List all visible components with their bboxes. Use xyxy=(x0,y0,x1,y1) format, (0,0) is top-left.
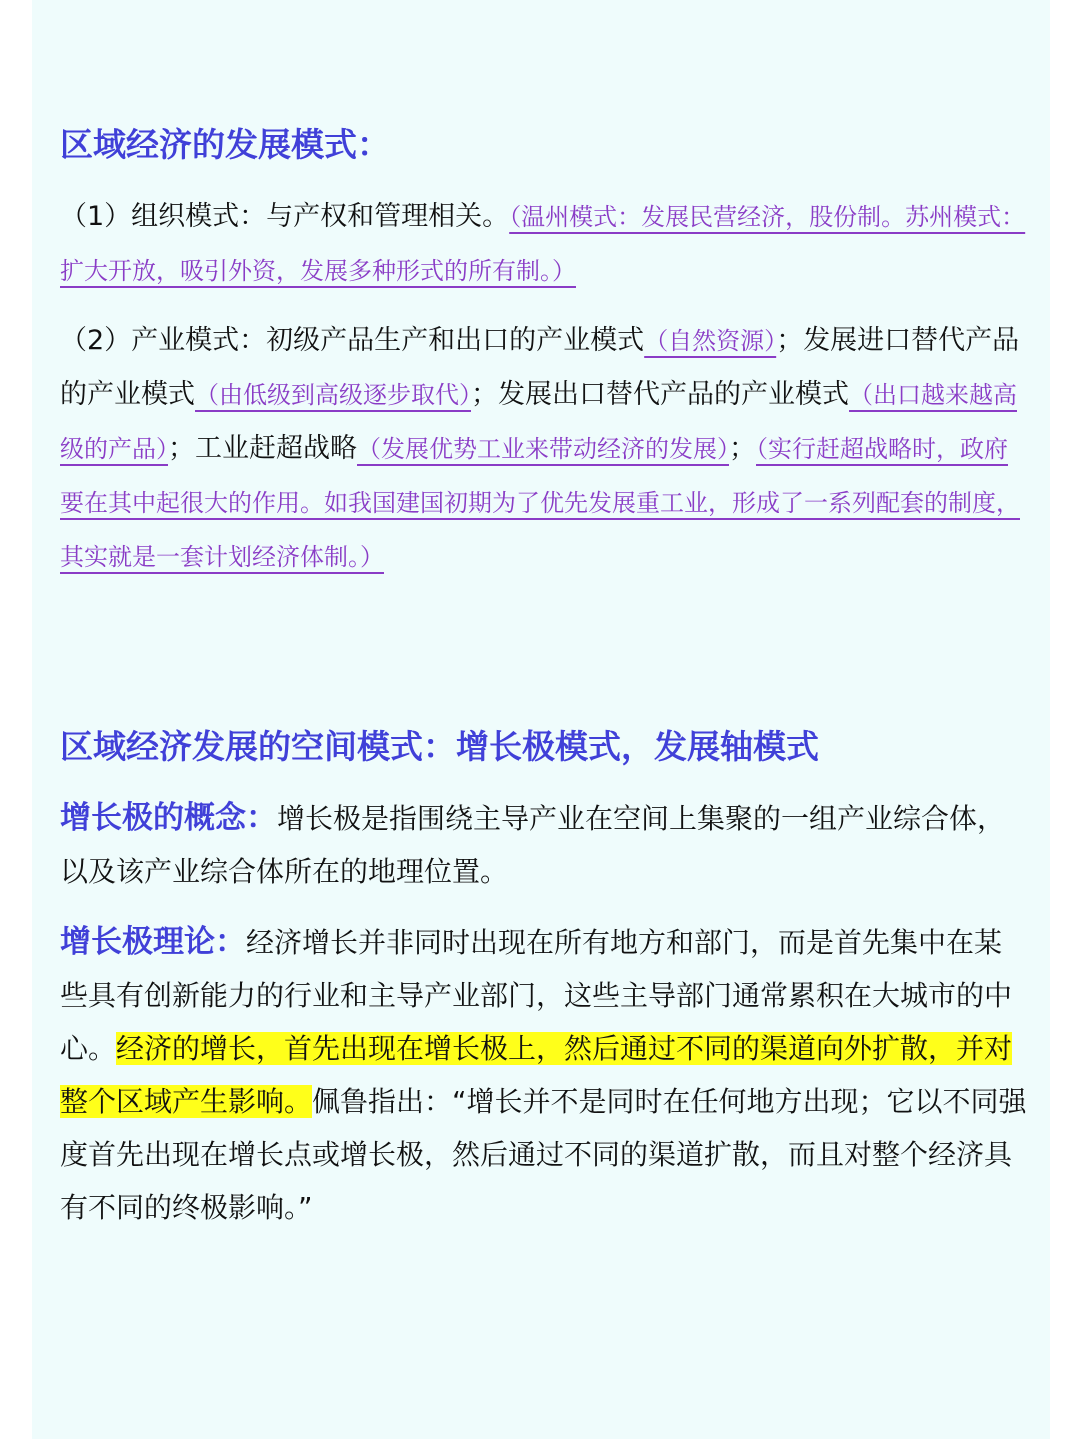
growth-pole-theory-term: 增长极理论： xyxy=(60,924,246,960)
section-title-development-modes: 区域经济的发展模式： xyxy=(60,125,390,164)
organization-mode-text: （1）组织模式：与产权和管理相关。 xyxy=(60,201,510,232)
growth-pole-theory-highlight: 经济的增长，首先出现在增长极上，然后通过不同的渠道向外扩散，并对整个区域产生影响。 xyxy=(60,1032,1013,1118)
organization-mode-answer: （温州模式：发展民营经济，股份制。苏州模式：扩大开放，吸引外资，发展多种形式的所有制。） xyxy=(60,203,1026,285)
growth-pole-theory xyxy=(60,916,1028,1234)
industry-mode-text-1: （2）产业模式：初级产品生产和出口的产业模式 xyxy=(60,325,645,356)
industry-mode-text-4: ；工业赶超战略 xyxy=(168,433,357,464)
growth-pole-concept-text: 增长极是指围绕主导产业在空间上集聚的一组产业综合体，以及该产业综合体所在的地理位置。 xyxy=(60,802,1006,888)
section-title-spatial-modes: 区域经济发展的空间模式：增长极模式，发展轴模式 xyxy=(60,727,819,766)
industry-mode-answer-3: （出口越来越高级的产品） xyxy=(60,381,1017,463)
industry-mode-answer-2: （由低级到高级逐步取代） xyxy=(195,381,471,409)
industry-mode-text-5: ； xyxy=(729,433,756,464)
growth-pole-theory-text-1: 经济增长并非同时出现在所有地方和部门，而是首先集中在某些具有创新能力的行业和主导产业部门，这些主导部门通常累积在大城市的中心。 xyxy=(60,926,1013,1065)
growth-pole-concept-term: 增长极的概念： xyxy=(60,800,277,836)
growth-pole-theory-text-2: 佩鲁指出：“增长并不是同时在任何地方出现；它以不同强度首先出现在增长点或增长极，然后通过不同的渠道扩散，而且对整个经济具有不同的终极影响。” xyxy=(60,1085,1027,1224)
industry-mode-text-3: ；发展出口替代产品的产业模式 xyxy=(471,379,849,410)
industry-mode-answer-5: （实行赶超战略时，政府要在其中起很大的作用。如我国建国初期为了优先发展重工业，形成了一系列配套的制度，其实就是一套计划经济体制。） xyxy=(60,435,1020,571)
item-organization-mode xyxy=(60,190,1028,298)
industry-mode-answer-1: （自然资源） xyxy=(644,327,777,355)
industry-mode-text-2: ；发展进口替代产品的产业模式 xyxy=(60,325,1020,410)
growth-pole-concept xyxy=(60,792,1028,898)
industry-mode-answer-4: （发展优势工业来带动经济的发展） xyxy=(357,435,729,463)
item-industry-mode xyxy=(60,314,1028,584)
